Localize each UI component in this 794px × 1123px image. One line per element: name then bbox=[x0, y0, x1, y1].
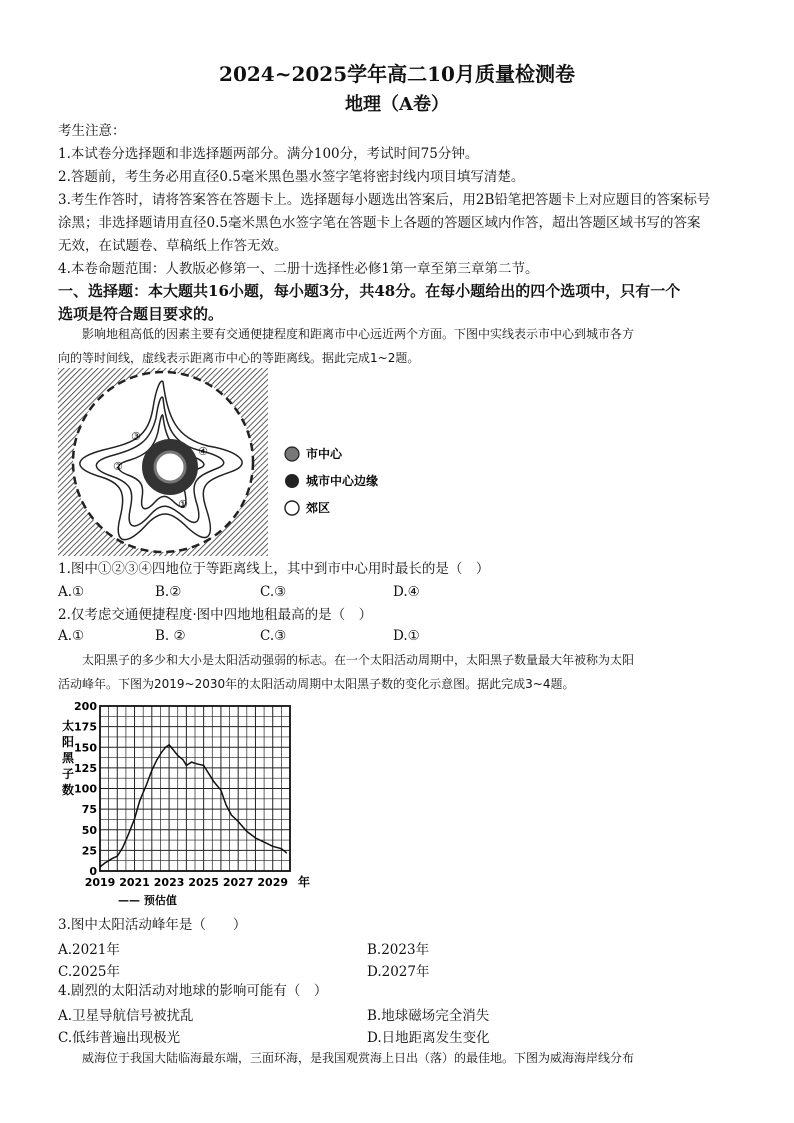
legend-city-center-swatch bbox=[285, 447, 299, 461]
notice-heading: 考生注意： bbox=[58, 123, 126, 139]
x-tick-label: 2027 bbox=[222, 876, 254, 889]
q4-option-d[interactable]: D.日地距离发生变化 bbox=[367, 1030, 490, 1046]
q2-option-a[interactable]: A.① bbox=[58, 628, 85, 644]
data-point bbox=[281, 848, 282, 849]
data-point bbox=[196, 763, 197, 764]
q3-option-a[interactable]: A.2021年 bbox=[58, 942, 120, 958]
point-2: ② bbox=[113, 460, 123, 473]
data-point bbox=[146, 784, 147, 785]
legend-suburb: 郊区 bbox=[306, 501, 331, 515]
notice-item-3: 3.考生作答时，请将答案答在答题卡上。选择题每小题选出答案后，用2B铅笔把答题卡上对应题目的答案标号 bbox=[58, 192, 711, 208]
notice-item-1: 1.本试卷分选择题和非选择题两部分。满分100分，考试时间75分钟。 bbox=[58, 146, 479, 162]
q2-stem: 2.仅考虑交通便捷程度·图中四地地租最高的是（ ） bbox=[58, 607, 373, 623]
passage2-line1: 太阳黑子的多少和大小是太阳活动强弱的标志。在一个太阳活动周期中，太阳黑子数量最大年被称为太阳 bbox=[82, 653, 635, 667]
legend-suburb-swatch bbox=[285, 501, 299, 515]
q3-option-b[interactable]: B.2023年 bbox=[367, 942, 430, 958]
data-point bbox=[139, 800, 140, 801]
ylabel-char-2: 阳 bbox=[61, 735, 75, 749]
passage1-line2: 向的等时间线，虚线表示距离市中心的等距离线。据此完成1~2题。 bbox=[58, 351, 420, 365]
legend-center-edge-swatch bbox=[285, 474, 299, 488]
x-tick-label: 2019 bbox=[84, 876, 116, 889]
passage3-line1: 威海位于我国大陆临海最东端，三面环海，是我国观赏海上日出（落）的最佳地。下图为威海海岸线分布 bbox=[82, 1051, 635, 1065]
data-point bbox=[168, 744, 169, 745]
data-point bbox=[191, 762, 192, 763]
data-point bbox=[105, 862, 106, 863]
chart-y-axis-label bbox=[62, 718, 75, 797]
data-point bbox=[165, 747, 166, 748]
data-point bbox=[156, 759, 157, 760]
y-tick-label: 175 bbox=[74, 720, 97, 734]
q1-option-c[interactable]: C.③ bbox=[260, 584, 287, 600]
q3-stem: 3.图中太阳活动峰年是（ ） bbox=[58, 917, 247, 933]
notice-item-3-cont: 涂黑；非选择题请用直径0.5毫米黑色水签字笔在答题卡上各题的答题区域内作答，超出答题区域书写的答案 bbox=[58, 215, 701, 231]
chart-legend: —— 预估值 bbox=[118, 894, 177, 906]
data-point bbox=[225, 804, 226, 805]
y-tick-label: 50 bbox=[81, 823, 97, 837]
y-tick-label: 200 bbox=[74, 700, 97, 713]
q4-option-c[interactable]: C.低纬普遍出现极光 bbox=[58, 1030, 181, 1046]
point-1: ① bbox=[178, 498, 188, 511]
ylabel-char-4: 子 bbox=[61, 767, 75, 781]
q1-option-a[interactable]: A.① bbox=[58, 584, 85, 600]
point-3: ③ bbox=[131, 430, 141, 443]
data-point bbox=[117, 856, 118, 857]
data-point bbox=[177, 755, 178, 756]
chart-grid bbox=[100, 706, 290, 871]
data-point bbox=[208, 773, 209, 774]
data-point bbox=[182, 759, 183, 760]
y-tick-label: 100 bbox=[74, 782, 97, 796]
data-point bbox=[172, 748, 173, 749]
legend-city-center: 市中心 bbox=[306, 447, 343, 461]
notice-item-2: 2.答题前，考生务必用直径0.5毫米黑色墨水签字笔将密封线内项目填写清楚。 bbox=[58, 169, 525, 185]
q1-stem: 1.图中①②③④四地位于等距离线上，其中到市中心用时最长的是（ ） bbox=[58, 561, 490, 577]
data-point bbox=[246, 831, 247, 832]
q4-stem: 4.剧烈的太阳活动对地球的影响可能有（ ） bbox=[58, 983, 328, 999]
page-title: 2024~2025学年高二10月质量检测卷 bbox=[219, 62, 575, 86]
data-point bbox=[213, 781, 214, 782]
ylabel-char-5: 数 bbox=[61, 783, 75, 797]
x-tick-label: 2021 bbox=[119, 876, 150, 889]
x-tick-label: 2023 bbox=[153, 876, 185, 889]
q4-option-b[interactable]: B.地球磁场完全消失 bbox=[367, 1008, 490, 1024]
q3-option-d[interactable]: D.2027年 bbox=[367, 964, 430, 980]
ylabel-char-3: 黑 bbox=[61, 751, 75, 765]
section-heading-line2: 选项是符合题目要求的。 bbox=[58, 305, 224, 323]
sunspot-series-line bbox=[100, 745, 287, 867]
x-tick-label: 2025 bbox=[188, 876, 219, 889]
q1-option-b[interactable]: B.② bbox=[155, 584, 182, 600]
data-point bbox=[186, 765, 187, 766]
city-center bbox=[155, 452, 185, 482]
q2-option-c[interactable]: C.③ bbox=[260, 628, 287, 644]
y-tick-label: 125 bbox=[74, 761, 97, 775]
chart-x-ticks bbox=[85, 876, 288, 889]
data-point bbox=[151, 770, 152, 771]
data-point bbox=[203, 765, 204, 766]
y-tick-label: 0 bbox=[89, 865, 97, 878]
notice-item-4: 4.本卷命题范围：人教版必修第一、二册十选择性必修1第一章至第三章第二节。 bbox=[58, 261, 539, 277]
city-isochrone-map bbox=[58, 368, 388, 558]
chart-x-axis-label: 年 bbox=[298, 875, 311, 889]
y-tick-label: 75 bbox=[81, 803, 97, 817]
q2-option-b[interactable]: B. ② bbox=[155, 628, 186, 644]
y-tick-label: 150 bbox=[74, 741, 97, 755]
notice-item-3-end: 无效，在试题卷、草稿纸上作答无效。 bbox=[58, 238, 288, 254]
x-tick-label: 2029 bbox=[257, 876, 289, 889]
data-point bbox=[238, 821, 239, 822]
data-point bbox=[127, 836, 128, 837]
legend-center-edge: 城市中心边缘 bbox=[306, 474, 379, 488]
q2-option-d[interactable]: D.① bbox=[393, 628, 420, 644]
data-point bbox=[134, 818, 135, 819]
q1-option-d[interactable]: D.④ bbox=[393, 584, 420, 600]
passage2-line2: 活动峰年。下图为2019~2030年的太阳活动周期中太阳黑子数的变化示意图。据此完成3~4题。 bbox=[58, 677, 575, 691]
page-subtitle: 地理（A卷） bbox=[345, 94, 449, 115]
data-point bbox=[220, 790, 221, 791]
data-point bbox=[122, 847, 123, 848]
data-point bbox=[255, 837, 256, 838]
data-point bbox=[231, 814, 232, 815]
data-point bbox=[286, 852, 287, 853]
y-tick-label: 25 bbox=[81, 844, 97, 858]
q3-option-c[interactable]: C.2025年 bbox=[58, 964, 120, 980]
data-point bbox=[263, 842, 264, 843]
data-point bbox=[99, 866, 100, 867]
section-heading-line1: 一、选择题：本大题共16小题，每小题3分，共48分。在每小题给出的四个选项中，只有一个 bbox=[58, 282, 681, 300]
data-point bbox=[162, 751, 163, 752]
chart-y-ticks bbox=[74, 700, 97, 878]
passage1-line1: 影响地租高低的因素主要有交通便捷程度和距离市中心远近两个方面。下图中实线表示市中心到城市各方 bbox=[82, 327, 635, 341]
data-point bbox=[272, 846, 273, 847]
point-4: ④ bbox=[198, 445, 208, 458]
sunspot-chart bbox=[58, 696, 318, 906]
q4-option-a[interactable]: A.卫星导航信号被扰乱 bbox=[58, 1008, 194, 1024]
data-point bbox=[111, 858, 112, 859]
ylabel-char-1: 太 bbox=[61, 719, 75, 733]
